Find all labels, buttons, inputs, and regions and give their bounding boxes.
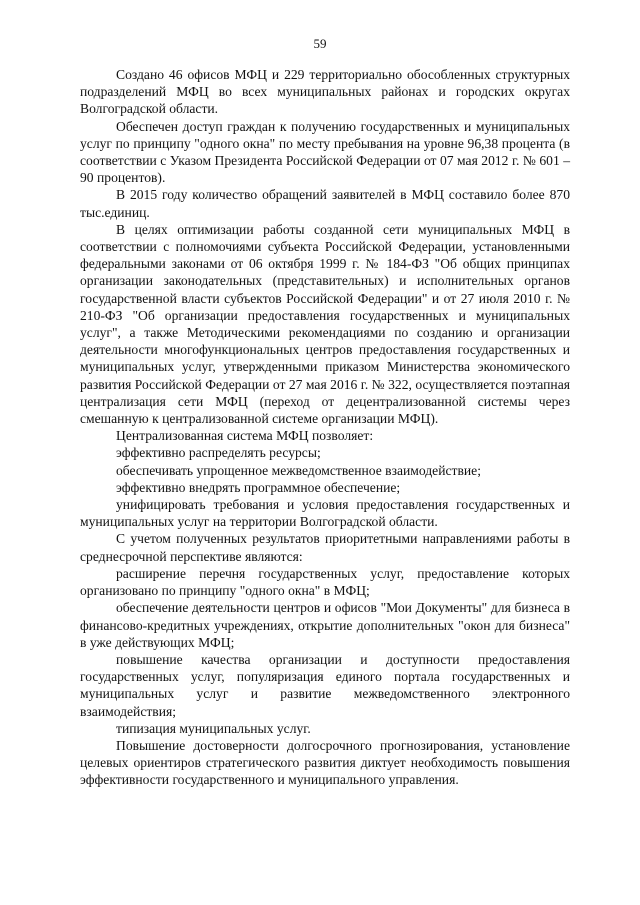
- paragraph-one-window-access: Обеспечен доступ граждан к получению государственных и муниципальных услуг по принципу "одного окна" по месту пребывания на уровне 96,38 процента (в соответствии с Указом Президента Российской Федерации от 07 мая 2012 г. № 601 – 90 процентов).: [80, 118, 570, 186]
- page-number: 59: [313, 36, 327, 51]
- body-text: [80, 66, 570, 789]
- list-item-software: эффективно внедрять программное обеспечение;: [116, 479, 401, 495]
- list-item-business-windows: обеспечение деятельности центров и офисов "Мои Документы" для бизнеса в финансово-кредитных учреждениях, открытие дополнительных "окон для бизнеса" в уже действующих МФЦ;: [80, 600, 570, 650]
- list-item-expand-services: расширение перечня государственных услуг, предоставление которых организовано по принципу "одного окна" в МФЦ;: [80, 565, 570, 599]
- paragraph-offices-created: Создано 46 офисов МФЦ и 229 территориально обособленных структурных подразделений МФЦ во всех муниципальных районах и городских округах Волгоградской области.: [80, 67, 570, 117]
- paragraph-requests-2015: В 2015 году количество обращений заявителей в МФЦ составило более 870 тыс.единиц.: [80, 187, 570, 220]
- list-item-quality-access: повышение качества организации и доступности предоставления государственных услуг, популяризация единого портала государственных и муниципальных услуг и развитие межведомственного электронного взаимодействия;: [80, 651, 570, 719]
- paragraph-forecasting: Повышение достоверности долгосрочного прогнозирования, установление целевых ориентиров стратегического развития диктует необходимость повышения эффективности государственного и муниципального управления.: [80, 737, 570, 788]
- list-item-unify-requirements: унифицировать требования и условия предоставления государственных и муниципальных услуг на территории Волгоградской области.: [80, 497, 570, 530]
- list-item-distribute-resources: эффективно распределять ресурсы;: [116, 445, 321, 461]
- paragraph-priorities: С учетом полученных результатов приоритетными направлениями работы в среднесрочной перспективе являются:: [80, 531, 570, 564]
- list-item-typification: типизация муниципальных услуг.: [116, 720, 311, 736]
- paragraph-centralization: В целях оптимизации работы созданной сети муниципальных МФЦ в соответствии с полномочиями субъекта Российской Федерации, установленными федеральными законами от 06 октября 1999 г. № 184-ФЗ "Об общих принципах организации законодательных (представительных) и исполнительных органов государственной власти субъектов Российской Федерации" и от 27 июля 2010 г. № 210-ФЗ "Об организации предоставления государственных и муниципальных услуг", а также Методическими рекомендациями по созданию и организации деятельности многофункциональных центров предоставления государственных и муниципальных услуг, утвержденными приказом Министерства экономического развития Российской Федерации от 27 мая 2016 г. № 322, осуществляется поэтапная централизация сети МФЦ (переход от децентрализованной системы через смешанную к централизованной системе организации МФЦ).: [80, 221, 570, 427]
- list-item-interagency: обеспечивать упрощенное межведомственное взаимодействие;: [116, 462, 481, 478]
- paragraph-system-allows: Централизованная система МФЦ позволяет:: [116, 428, 374, 444]
